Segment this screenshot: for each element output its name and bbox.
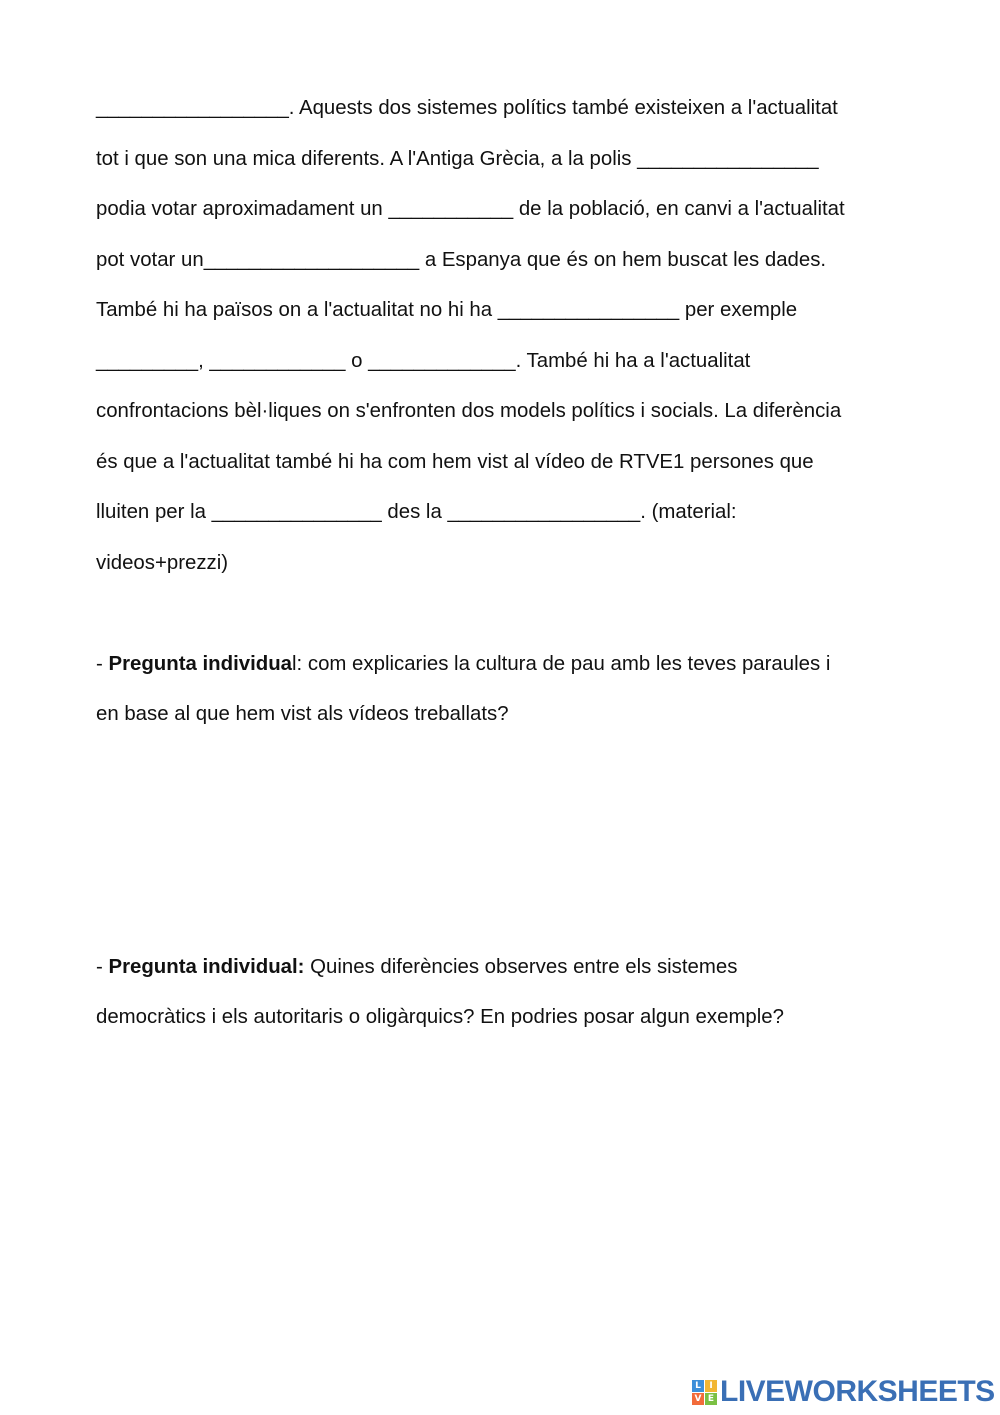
paragraph-line-10: videos+prezzi) <box>96 552 229 574</box>
question-2-line-1 <box>96 954 737 980</box>
question-1-label: Pregunta individua <box>108 653 293 675</box>
paragraph-line-5: També hi ha països on a l'actualitat no hi ha ________________ per exemple <box>96 299 798 321</box>
paragraph-line-1: _________________. Aquests dos sistemes polítics també existeixen a l'actualitat <box>96 97 838 119</box>
question-1-dash: - <box>96 653 109 675</box>
paragraph-line-7: confrontacions bèl·liques on s'enfronten dos models polítics i socials. La diferència <box>96 400 842 422</box>
question-2-dash: - <box>96 956 109 978</box>
question-1-line-1 <box>96 651 830 677</box>
paragraph-line-2: tot i que son una mica diferents. A l'Antiga Grècia, a la polis ________________ <box>96 148 819 170</box>
question-1-text: l: com explicaries la cultura de pau amb les teves paraules i <box>292 653 831 675</box>
liveworksheets-logo-icon <box>692 1380 717 1405</box>
question-2-text: Quines diferències observes entre els sistemes <box>304 956 738 978</box>
question-2-line-2: democràtics i els autoritaris o oligàrquics? En podries posar algun exemple? <box>96 1006 784 1028</box>
logo-mark-letter: V <box>692 1393 704 1405</box>
paragraph-line-4: pot votar un___________________ a Espanya que és on hem buscat les dades. <box>96 249 827 271</box>
logo-mark-letter: L <box>692 1380 704 1392</box>
paragraph-line-9: lluiten per la _______________ des la _________________. (material: <box>96 501 737 523</box>
paragraph-line-6: _________, ____________ o _____________. També hi ha a l'actualitat <box>96 350 751 372</box>
logo-mark-letter: E <box>705 1393 717 1405</box>
question-2-label: Pregunta individual: <box>108 956 305 978</box>
paragraph-line-3: podia votar aproximadament un ___________ de la població, en canvi a l'actualitat <box>96 198 845 220</box>
liveworksheets-logo-text: LIVEWORKSHEETS <box>720 1375 995 1408</box>
logo-mark-letter: I <box>705 1380 717 1392</box>
question-1-line-2: en base al que hem vist als vídeos treballats? <box>96 703 509 725</box>
paragraph-line-8: és que a l'actualitat també hi ha com hem vist al vídeo de RTVE1 persones que <box>96 451 814 473</box>
liveworksheets-logo <box>692 1376 995 1408</box>
